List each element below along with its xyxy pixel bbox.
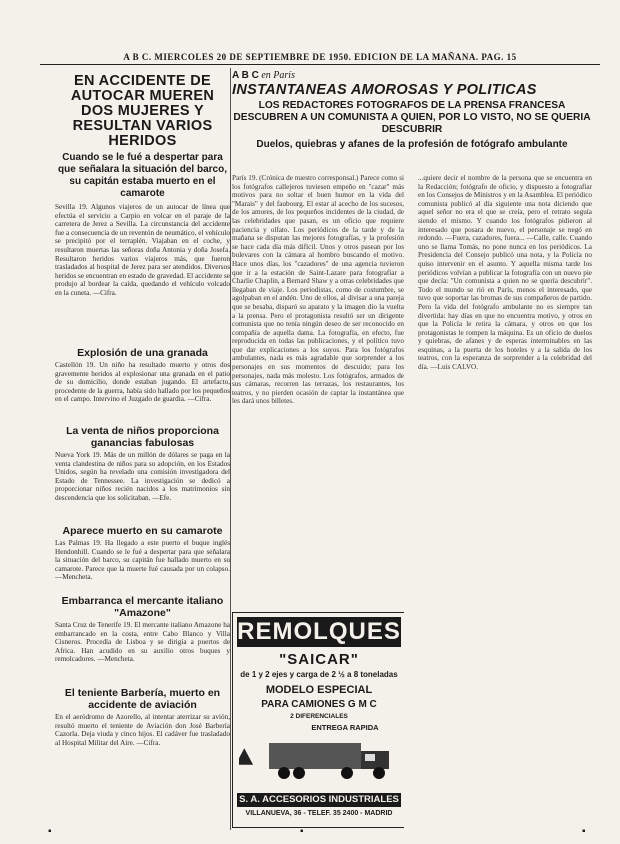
ad-differentials: 2 DIFERENCIALES [290,713,348,720]
ad-title: REMOLQUES [237,618,401,645]
ad-company: S. A. ACCESORIOS INDUSTRIALES [237,793,401,807]
bottom-mark-left: ▪ [48,826,52,837]
wheel-1 [278,767,290,779]
wheel-2 [293,767,305,779]
story3-title: La venta de niños proporciona ganancias fabulosas [66,425,219,449]
kicker [232,70,592,81]
main-deck: LOS REDACTORES FOTOGRAFOS DE LA PRENSA FRANCESA DESCUBREN A UN COMUNISTA A QUIEN, POR LO VISTO, NO SE QUERIA DESCUBRIR [233,100,591,135]
bottom-mark-right: ▪ [582,826,586,837]
story1-body: Sevilla 19. Algunos viajeros de un autocar de línea que efectúa el servicio a Carpio en volcar en el paraje de la carretera de Jerez a Sevilla. La circunstancia del accidente fue a consecuencia de un reventón de neumático, el vehículo se precipitó por el terraplén. Viajaban en el coche, y resultaron muertas las señoras doña Antonia y doña Josefa. Resultaron heridos varios viajeros más, que fueron trasladados al hospital de Jerez para ser atendidos. Diversos heridos se encuentran en estado de gravedad. El accidente se produjo al bordear la caída, quedando el vehículo volcado en la cuneta. —Cifra. [55,203,230,297]
logo-triangle [239,748,253,765]
column-divider [230,68,231,830]
kicker-brand: A B C [232,70,259,81]
main-subhead: Duelos, quiebras y afanes de la profesión de fotógrafo ambulante [256,139,568,150]
wheel-3 [341,767,353,779]
ad-delivery: ENTREGA RAPIDA [311,723,379,732]
ad-brand: "SAICAR" [279,651,359,668]
story1-headline: EN ACCIDENTE DE AUTOCAR MUEREN DOS MUJERES Y RESULTAN VARIOS HERIDOS [70,73,215,149]
ad-for: PARA CAMIONES G M C [261,699,377,710]
right-column [232,70,592,830]
story1-deck: Cuando se le fué a despertar para que señalara la situación del barco, su capitán estaba muerto en el camarote [58,152,227,199]
truck-illustration [239,731,399,791]
story6-title: El teniente Barbería, muerto en accidente de aviación [64,687,221,711]
story5-body: Santa Cruz de Tenerife 19. El mercante italiano Amazone ha embarrancado en la costa, entre Cabo Blanco y Villa Cisneros. Procedía de Lisboa y se dirigía a puertos de Africa. Han acudido en su auxilio otros buques y remolcadores. —Mencheta. [55,621,230,664]
page-header: A B C. MIERCOLES 20 DE SEPTIEMBRE DE 1950. EDICION DE LA MAÑANA. PAG. 15 [123,52,517,62]
article-col1-body: París 19. (Crónica de nuestro corresponsal.) Parece como si los fotógrafos callejeros tuviesen empeño en "cazar" más motivos para no soltar el buen humor en la vida del "Marais" y del faubourg. El estar al acecho de los sucesos, de los amores, de los pequeños incidentes de la ciudad, de las celebridades que pasan, es un oficio que requiere paciencia y olfato. Los periódicos de la tarde y de la mañana se disputan las mejores fotografías, y la profesión se hace cada día más difícil. Unos y otros pasean por los bulevares con la cámara al hombro buscando el motivo. Hace unos días, los "cazadores" de una agencia tuvieron que ir a la estación de Saint-Lazare para fotografiar a Charlie Chaplin, a Bernard Shaw y a otras celebridades que llegaban de viaje. Los periodistas, como de costumbre, se agolpaban en el andén. Uno de ellos, al divisar a una pareja que se besaba, disparó su aparato y la imagen dio la vuelta a la prensa. Pero el protagonista resultó ser un dirigente comunista que no tenía ningún deseo de ser reconocido en compañía de aquella dama. La fotografía, en efecto, fue reproducida en todas las publicaciones, y el político tuvo que dar explicaciones a los suyos. Para los fotógrafos ambulantes, nada es más agradable que sorprender a los personajes en sus momentos de descuido; para los personajes, nada más molesto. Los fotógrafos, armados de sus cámaras, recorren las terrazas, los restaurantes, los teatros, y no pierden ocasión de captar la instantánea que les dará unos billetes. [232,174,404,406]
story5-title: Embarranca el mercante italiano "Amazone" [61,595,224,619]
story4-title: Aparece muerto en su camarote [62,525,223,537]
story2-title: Explosión de una granada [77,347,208,359]
main-headline: INSTANTANEAS AMOROSAS Y POLITICAS [232,82,537,98]
left-column [55,70,230,830]
article-columns [232,174,592,830]
kicker-place: en París [261,70,295,81]
cab-window [365,754,375,761]
story3-body: Nueva York 19. Más de un millón de dólares se paga en la venta clandestina de niños para su adopción, en los Estados Unidos, según ha revelado una comisión investigadora del Estado de Tennessee. La investigación se dedicó a proporcionar niños recién nacidos a los matrimonios sin descendencia que los solicitaban. —Efe. [55,451,230,502]
article-column-1 [232,174,404,830]
ad-subtitle: de 1 y 2 ejes y carga de 2 ½ a 8 toneladas [240,670,398,679]
ad-model: MODELO ESPECIAL [265,684,373,696]
advertisement [232,612,404,828]
bottom-mark-center: ▪ [300,826,304,837]
story6-body: En el aeródromo de Azorello, al intentar aterrizar su avión, resultó muerto el teniente de Aviación don José Barbería Cazorla. Deja viuda y cinco hijos. El cadáver fue trasladado al Hospital Militar del Aire. —Cifra. [55,713,230,747]
wheel-4 [373,767,385,779]
article-col2-body: ...quiere decir el nombre de la persona que se encuentra en la Redacción; fotógrafo de oficio, y dispuesto a fotografiar en los Consejos de Ministros y en la Asamblea. El periódico comunista publicó al día siguiente una nota diciendo que aquel señor no era el que se creía, pero el retrato seguía siendo el mismo. Y cuando los fotógrafos pidieron al interesado que posara de nuevo, el personaje se negó en redondo. —Fuera, cazadores, fuera... —Calle, calle. Cuando uno se llama Tomás, no pone nunca en los periódicos. La Presidencia del Consejo publicó una nota, y la Policía no quiso intervenir en el asunto. Y aquella misma tarde los periódicos volvían a publicar la fotografía con un nuevo pie que decía: "Un comunista a quien no se quería descubrir". Todo el mundo se rió en París, menos el interesado, que tuvo que soportar las bromas de sus compañeros de partido. Pero la vida del fotógrafo ambulante no es siempre tan divertida: hay días en que no encuentra motivo, y otros en que la Policía le retira la cámara, y otros en que los protagonistas le rompen la máquina. Es un oficio de duelos y quiebras, de afanes y de esperas interminables en las esquinas, a la puerta de los hoteles y a la salida de los teatros, con la esperanza de sorprender a la celebridad del día. —Luis CALVO. [418,174,592,372]
ad-address: VILLANUEVA, 36 - TELEF. 35 2400 - MADRID [245,810,393,817]
trailer-body [269,743,361,769]
article-column-2 [418,174,592,830]
header-rule [40,64,600,65]
story2-body: Castellón 19. Un niño ha resultado muerto y otros dos gravemente heridos al explosionar una granada en el patio de su domicilio, donde estaban jugando. El artefacto, procedente de la guerra, había sido hallado por los pequeños en el campo. Intervino el Juzgado de guardia. —Cifra. [55,361,230,404]
story4-body: Las Palmas 19. Ha llegado a este puerto el buque inglés Hendonhill. Cuando se le fué a despertar para que señalara la situación del barco, su capitán fue hallado muerto en su camarote. Parece que la muerte fué causada por un colapso. —Mencheta. [55,539,230,582]
